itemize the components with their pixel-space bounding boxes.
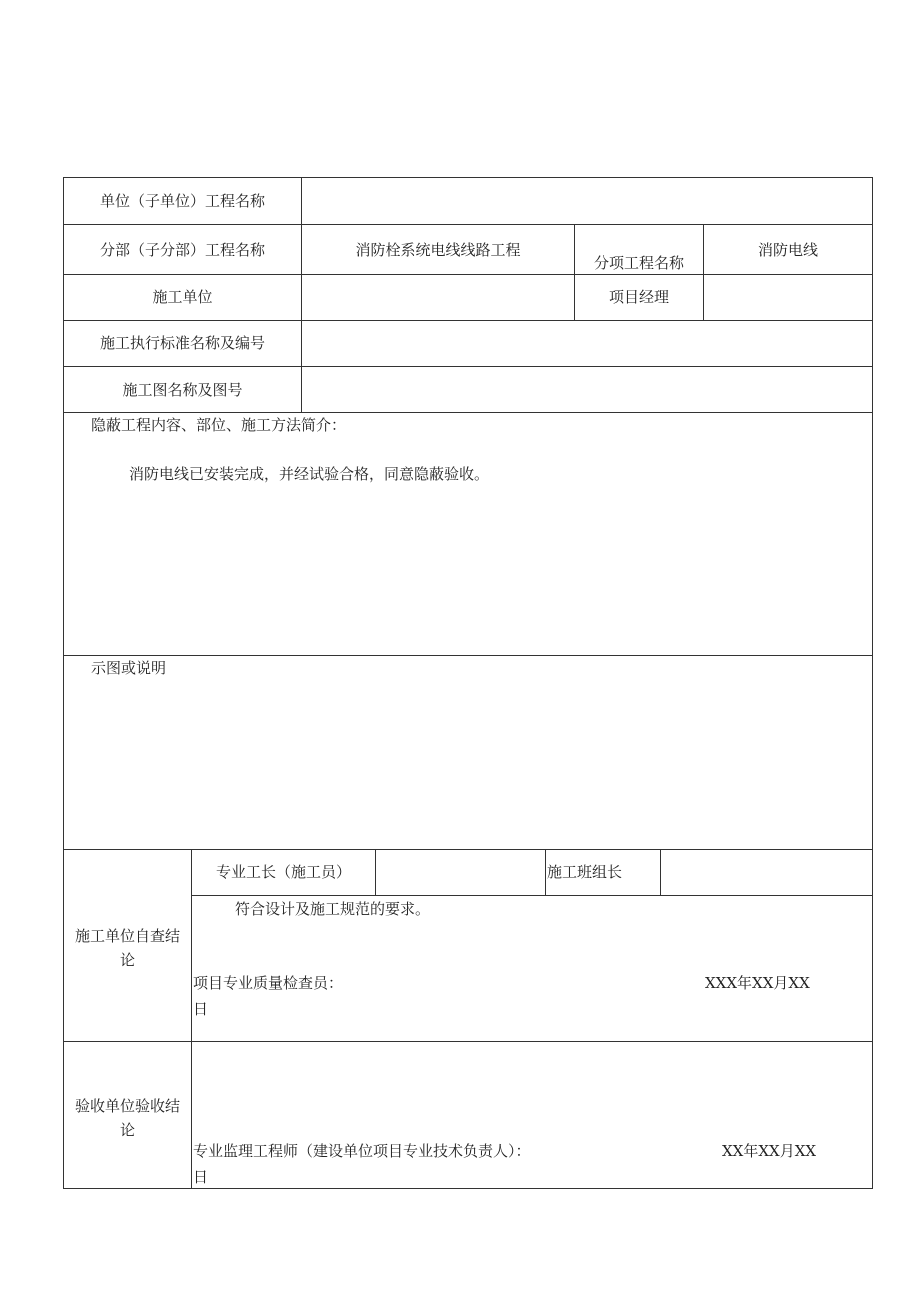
sub-division-name-value[interactable]: 消防栓系统电线线路工程: [355, 241, 521, 259]
self-check-date[interactable]: XXX年XX月XX: [705, 974, 810, 992]
team-leader-value[interactable]: [668, 862, 863, 882]
project-manager-value[interactable]: [712, 287, 862, 307]
acceptance-date-day: 日: [193, 1168, 209, 1186]
unit-project-name-value[interactable]: [310, 191, 860, 211]
quality-inspector-label: 项目专业质量检查员：: [193, 974, 344, 992]
column-divider: [703, 224, 704, 321]
row-divider: [63, 320, 873, 321]
sub-item-name-value[interactable]: 消防电线: [757, 241, 818, 259]
self-check-conclusion[interactable]: 符合设计及施工规范的要求。: [235, 900, 431, 918]
row-divider: [63, 1041, 873, 1042]
foreman-value[interactable]: [384, 862, 539, 882]
table-border-right: [872, 177, 873, 1189]
drawing-name-label: 施工图名称及图号: [122, 381, 243, 399]
row-divider: [63, 274, 873, 275]
acceptance-date[interactable]: XX年XX月XX: [722, 1142, 817, 1160]
construction-unit-label: 施工单位: [152, 288, 213, 306]
table-border-left: [63, 177, 64, 1189]
sub-division-name-label: 分部（子分部）工程名称: [99, 241, 265, 259]
column-divider: [375, 849, 376, 896]
standard-name-value[interactable]: [310, 333, 860, 353]
row-divider: [63, 224, 873, 225]
row-divider: [63, 849, 873, 850]
column-divider: [191, 849, 192, 1189]
row-divider: [63, 655, 873, 656]
self-check-label-line2: 论: [119, 951, 135, 969]
standard-name-label: 施工执行标准名称及编号: [99, 334, 265, 352]
row-divider: [191, 895, 873, 896]
supervising-engineer-label: 专业监理工程师（建设单位项目专业技术负责人）：: [193, 1142, 531, 1160]
project-manager-label: 项目经理: [608, 288, 669, 306]
acceptance-label-line1: 验收单位验收结: [74, 1097, 180, 1115]
team-leader-label: 施工班组长: [547, 863, 623, 881]
sub-item-name-label: 分项工程名称: [593, 254, 684, 272]
column-divider: [301, 177, 302, 413]
concealed-works-content[interactable]: 消防电线已安装完成，并经试验合格，同意隐蔽验收。: [129, 465, 490, 483]
column-divider: [660, 849, 661, 896]
self-check-date-day: 日: [193, 1000, 209, 1018]
table-border-bottom: [63, 1188, 873, 1189]
table-border-top: [63, 177, 873, 178]
column-divider: [545, 849, 546, 896]
acceptance-label-line2: 论: [119, 1121, 135, 1139]
drawing-name-value[interactable]: [310, 380, 860, 400]
diagram-label: 示图或说明: [91, 659, 167, 677]
foreman-label: 专业工长（施工员）: [215, 863, 351, 881]
row-divider: [63, 412, 873, 413]
concealed-works-label: 隐蔽工程内容、部位、施工方法简介：: [91, 416, 347, 434]
unit-project-name-label: 单位（子单位）工程名称: [99, 192, 265, 210]
row-divider: [63, 366, 873, 367]
construction-unit-value[interactable]: [310, 287, 570, 307]
self-check-label-line1: 施工单位自查结: [74, 927, 180, 945]
